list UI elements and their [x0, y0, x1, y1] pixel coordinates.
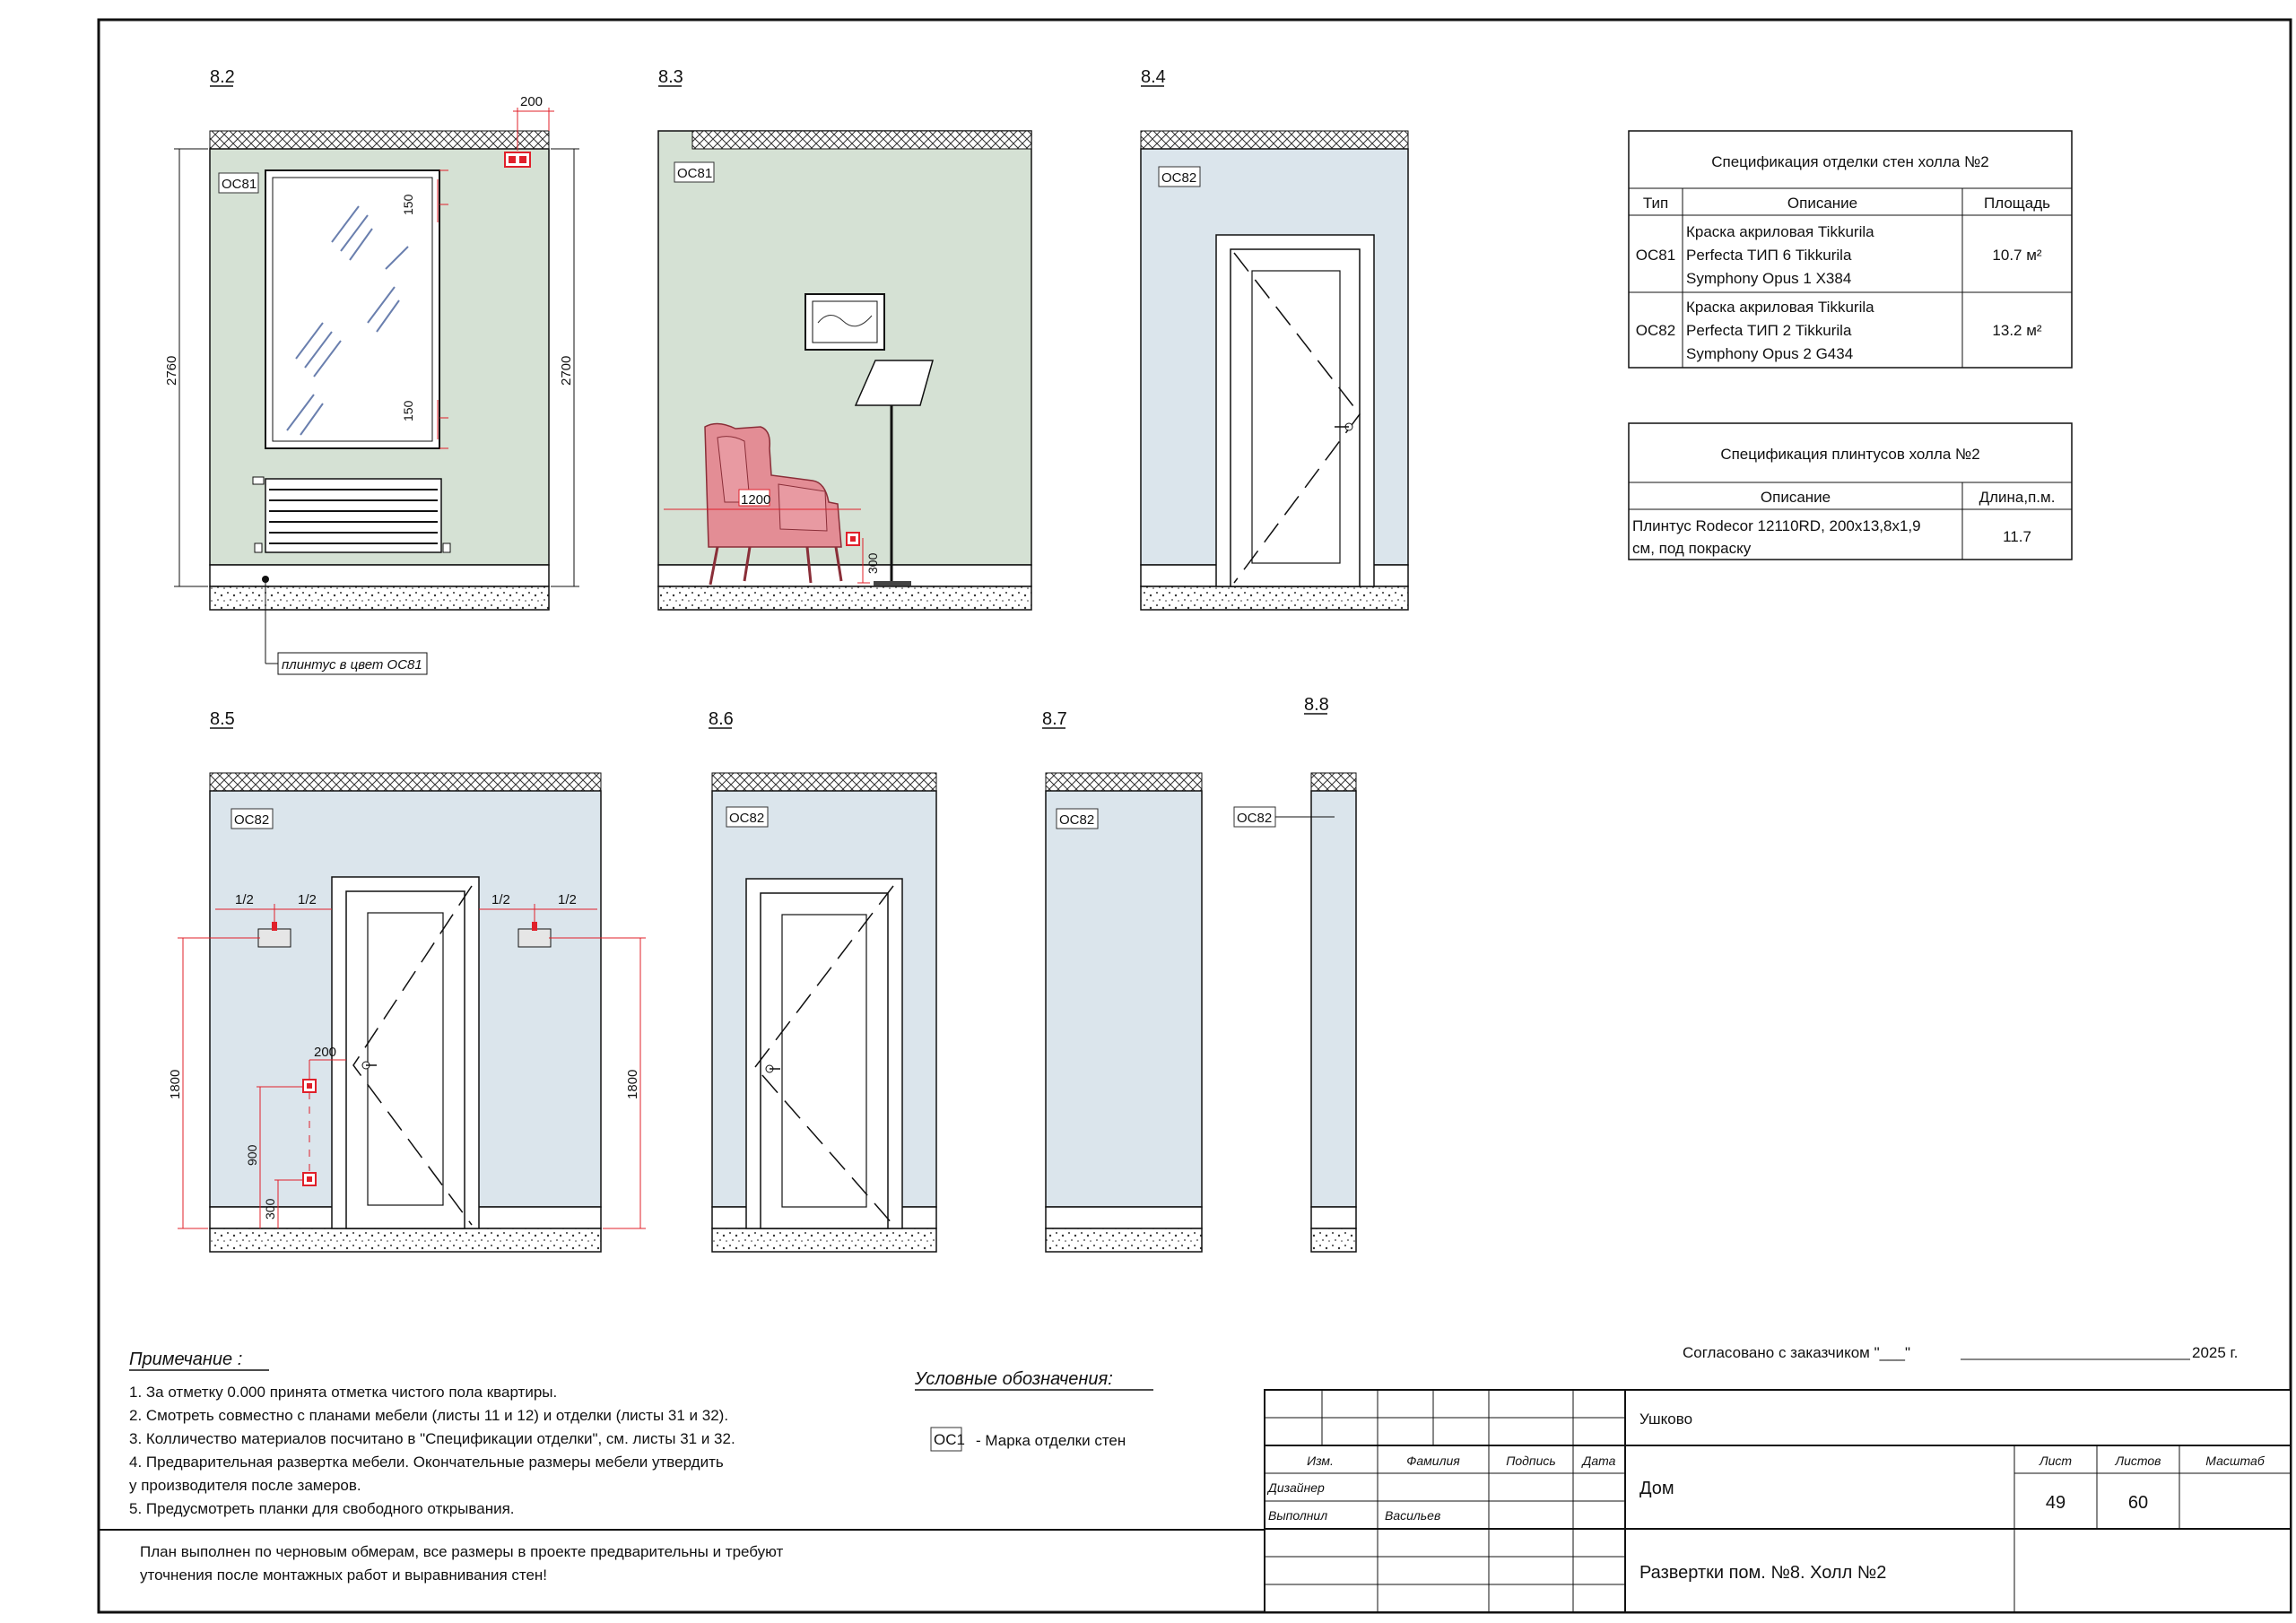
dim-switch-offset: 200 [314, 1045, 337, 1060]
finish-tag-label: OC81 [677, 166, 713, 181]
spec-title: Спецификация отделки стен холла №2 [1711, 153, 1989, 170]
legend [914, 1369, 1153, 1451]
spec-row-desc: см, под покраску [1632, 540, 1752, 557]
sheets-total: 60 [2127, 1493, 2149, 1513]
spec-header-desc: Описание [1787, 195, 1858, 212]
spec-row-type: OC81 [1635, 247, 1676, 264]
note-item: 1. За отметку 0.000 принята отметка чистого пола квартиры. [129, 1384, 558, 1401]
finish-tag-label: OC82 [234, 812, 270, 828]
wall-picture [805, 294, 884, 350]
spec-row-desc: Symphony Opus 2 G434 [1686, 345, 1854, 362]
title-block [1265, 1390, 2291, 1612]
finish-tag-label: OC82 [1059, 812, 1095, 828]
spec-row-length: 11.7 [2003, 528, 2031, 545]
approval-line [1683, 1344, 2238, 1361]
col-surname: Фамилия [1406, 1454, 1460, 1468]
floor-slab [210, 586, 549, 610]
dim-half-3: 1/2 [491, 892, 510, 907]
elevation-label: 8.2 [210, 67, 235, 87]
done-name: Васильев [1385, 1508, 1441, 1523]
elevation-label: 8.3 [658, 67, 683, 87]
door [746, 879, 902, 1228]
spec-row-desc: Perfecta ТИП 2 Tikkurila [1686, 322, 1852, 339]
spec-row-desc: Perfecta ТИП 6 Tikkurila [1686, 247, 1852, 264]
ceiling-hatch [210, 131, 549, 149]
dim-mirror-bottom: 150 [401, 400, 415, 421]
finish-tag-label: OC82 [1237, 811, 1273, 826]
spec-row-area: 10.7 м² [1992, 247, 2042, 264]
spec-header-area: Площадь [1983, 195, 2051, 212]
note-item: 4. Предварительная развертка мебели. Окончательные размеры мебели утвердить [129, 1454, 724, 1471]
elevation-label: 8.5 [210, 709, 235, 729]
location: Ушково [1639, 1410, 1693, 1428]
wall-finish-spec-table [1629, 131, 2072, 368]
dim-socket-offset: 200 [520, 94, 544, 109]
finish-tag-label: OC82 [729, 811, 765, 826]
spec-row-type: OC82 [1635, 322, 1676, 339]
baseboard [210, 565, 549, 586]
notes-heading: Примечание : [129, 1350, 243, 1369]
spec-header-desc: Описание [1760, 489, 1831, 506]
notes [129, 1350, 735, 1517]
note-item: 3. Колличество материалов посчитано в "Спецификации отделки", см. листы 31 и 32. [129, 1430, 735, 1447]
elevation-label: 8.7 [1042, 709, 1067, 729]
dim-wall-height: 2700 [559, 355, 574, 386]
spec-row-desc: Symphony Opus 1 X384 [1686, 270, 1852, 287]
dim-left-height: 1800 [168, 1069, 183, 1099]
disclaimer-line-2: уточнения после монтажных работ и выравнивания стен! [140, 1567, 548, 1584]
dim-socket-height: 300 [865, 552, 880, 574]
sheet-number: 49 [2045, 1493, 2066, 1513]
elevation-8-6 [709, 709, 936, 1252]
sheet-label: Лист [2039, 1454, 2073, 1468]
role-done: Выполнил [1268, 1508, 1328, 1523]
finish-tag-label: OC81 [222, 177, 257, 192]
spec-header-type: Тип [1642, 195, 1669, 212]
baseboard-callout-text: плинтус в цвет OC81 [282, 657, 422, 673]
wall-oc82 [1046, 791, 1202, 1207]
dim-right-height: 1800 [625, 1069, 640, 1099]
dim-chair-width: 1200 [741, 492, 771, 508]
col-date: Дата [1582, 1454, 1616, 1468]
wall-lamp-left [258, 929, 291, 947]
spec-row-desc: Плинтус Rodecor 12110RD, 200х13,8х1,9 [1632, 517, 1921, 534]
dim-half-1: 1/2 [235, 892, 254, 907]
disclaimer-line-1: План выполнен по черновым обмерам, все размеры в проекте предварительны и требуют [140, 1543, 784, 1560]
spec-row-area: 13.2 м² [1992, 322, 2042, 339]
col-sign: Подпись [1506, 1454, 1556, 1468]
dim-total-height: 2760 [164, 355, 179, 386]
legend-heading: Условные обозначения: [915, 1369, 1113, 1389]
legend-symbol: OC1 [934, 1431, 965, 1448]
scale-label: Масштаб [2205, 1454, 2265, 1468]
note-item: 2. Смотреть совместно с планами мебели (листы 11 и 12) и отделки (листы 31 и 32). [129, 1407, 729, 1424]
legend-text: - Марка отделки стен [976, 1432, 1126, 1449]
elevation-label: 8.8 [1304, 695, 1329, 715]
elevation-label: 8.4 [1141, 67, 1166, 87]
dim-switch-low: 300 [263, 1198, 277, 1219]
finish-tag-label: OC82 [1161, 170, 1197, 186]
approval-year: 2025 г. [2192, 1344, 2239, 1361]
role-designer: Дизайнер [1268, 1480, 1325, 1495]
radiator [253, 477, 450, 552]
elevation-8-5 [168, 709, 646, 1252]
sheets-label: Листов [2115, 1454, 2161, 1468]
spec-title: Спецификация плинтусов холла №2 [1720, 446, 1980, 463]
dim-half-2: 1/2 [298, 892, 317, 907]
approval-text: Согласовано с заказчиком "___" [1683, 1344, 1910, 1361]
elevation-8-3 [658, 67, 1031, 610]
dim-switch-high: 900 [245, 1144, 259, 1166]
wall-oc82 [1311, 791, 1356, 1207]
dim-half-4: 1/2 [558, 892, 577, 907]
col-izm: Изм. [1307, 1454, 1334, 1468]
spec-row-desc: Краска акриловая Tikkurila [1686, 223, 1874, 240]
elevation-8-4 [1141, 67, 1408, 610]
wall-lamp-right [518, 929, 551, 947]
project: Дом [1639, 1479, 1674, 1498]
dim-mirror-top: 150 [401, 194, 415, 215]
note-item: 5. Предусмотреть планки для свободного открывания. [129, 1500, 515, 1517]
spec-header-length: Длина,п.м. [1979, 489, 2056, 506]
elevation-8-2 [164, 67, 579, 674]
door [332, 877, 479, 1228]
baseboard-spec-table [1629, 423, 2072, 560]
door [1216, 235, 1374, 586]
note-item: у производителя после замеров. [129, 1477, 361, 1494]
elevation-8-7 [1042, 709, 1202, 1252]
elevation-label: 8.6 [709, 709, 734, 729]
elevation-8-8 [1234, 695, 1356, 1252]
spec-row-desc: Краска акриловая Tikkurila [1686, 299, 1874, 316]
sheet-title: Развертки пом. №8. Холл №2 [1639, 1563, 1887, 1583]
